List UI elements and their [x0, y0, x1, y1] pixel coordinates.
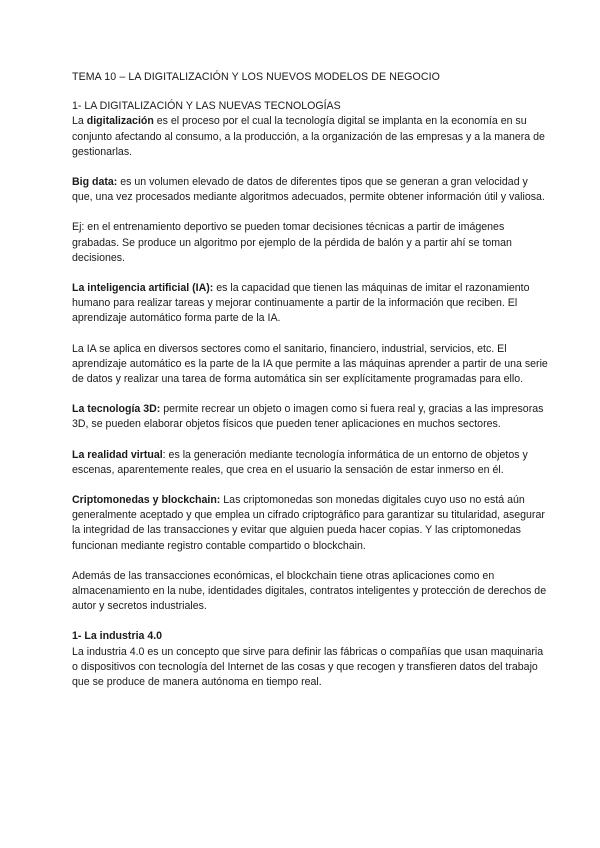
paragraph-ia [72, 281, 550, 327]
paragraph-realidad-virtual [72, 448, 550, 478]
term-big-data: Big data: [72, 176, 118, 189]
definition-cripto: Las criptomonedas son monedas digitales cuyo uso no está aún generalmente aceptado y que emplea un cifrado criptográfico para garantizar su titularidad, asegurar la integridad de las transacciones y evitar que alguien pueda hacer copias. Y las criptomonedas funcionan mediante registro contable compartido o blockchain. [72, 494, 545, 552]
paragraph-digitalizacion [72, 114, 550, 160]
subsection-heading: 1- La industria 4.0 [72, 630, 163, 643]
section-digitalizacion [72, 99, 550, 160]
definition-digitalizacion: es el proceso por el cual la tecnología digital se implanta en la economía en su conjunto afectando al consumo, a la producción, a la organización de las empresas y a la manera de gestionarlas. [72, 115, 545, 158]
section-heading: 1- LA DIGITALIZACIÓN Y LAS NUEVAS TECNOLOGÍAS [72, 100, 341, 113]
paragraph-blockchain-apps: Además de las transacciones económicas, el blockchain tiene otras aplicaciones como en almacenamiento en la nube, identidades digitales, contratos inteligentes y protección de derechos de autor y secretos industriales. [72, 569, 547, 613]
definition-tecnologia-3d: permite recrear un objeto o imagen como si fuera real y, gracias a las impresoras 3D, se pueden elaborar objetos físicos que pueden tener aplicaciones en muchos sectores. [72, 403, 544, 431]
paragraph-example: Ej: en el entrenamiento deportivo se pueden tomar decisiones técnicas a partir de imágenes grabadas. Se produce un algoritmo por ejemplo de la pérdida de balón y a partir ahí se toman decisiones. [72, 221, 512, 264]
text-pre: La [72, 115, 87, 128]
definition-ia: es la capacidad que tienen las máquinas de imitar el razonamiento humano para realizar tareas y mejorar continuamente a partir de la información que reciben. El aprendizaje automático forma parte de la IA. [72, 282, 530, 325]
definition-realidad-virtual: : es la generación mediante tecnología informática de un entorno de objetos y escenas, aparentemente reales, que crea en el usuario la sensación de estar inmerso en él. [72, 448, 528, 476]
term-tecnologia-3d: La tecnología 3D: [72, 403, 161, 416]
term-realidad-virtual: La realidad virtual [72, 448, 163, 461]
paragraph-industria: La industria 4.0 es un concepto que sirve para definir las fábricas o compañías que usan maquinaria o dispositivos con tecnología del Internet de las cosas y que recogen y transfieren datos del trabajo que se produce de manera autónoma en tiempo real. [72, 645, 544, 689]
definition-big-data: es un volumen elevado de datos de diferentes tipos que se generan a gran velocidad y que, una vez procesados mediante algoritmos adecuados, permite obtener información útil y valiosa. [72, 176, 545, 204]
term-cripto: Criptomonedas y blockchain: [72, 494, 221, 507]
document-title: TEMA 10 – LA DIGITALIZACIÓN Y LOS NUEVOS MODELOS DE NEGOCIO [72, 71, 440, 83]
paragraph-ia-applications: La IA se aplica en diversos sectores como el sanitario, financiero, industrial, servicios, etc. El aprendizaje automático es la parte de la IA que permite a las máquinas aprender a partir de una serie de datos y realizar una tarea de forma automática sin ser explícitamente programadas para ello. [72, 342, 548, 386]
paragraph-tecnologia-3d [72, 402, 550, 432]
term-digitalizacion: digitalización [86, 115, 154, 128]
term-ia: La inteligencia artificial (IA): [72, 282, 214, 295]
section-industria-4-0 [72, 629, 550, 690]
paragraph-cripto [72, 493, 550, 554]
paragraph-big-data [72, 175, 550, 205]
